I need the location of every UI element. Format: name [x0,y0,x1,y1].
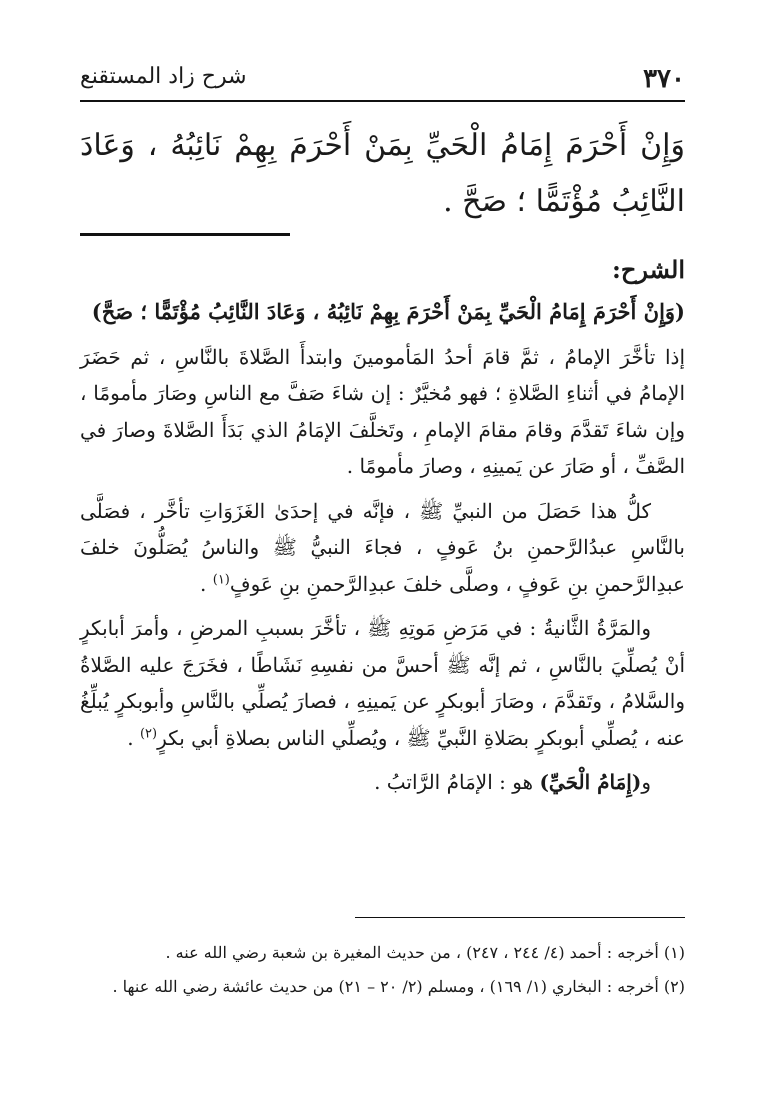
sharh-paragraph-4 [80,764,685,801]
footnote-ref-2[interactable]: (٢) [139,725,158,741]
footnote-2: (٢) أخرجه : البخاري (١/ ١٦٩) ، ومسلم (٢/ ٢٠ – ٢١) من حديث عائشة رضي الله عنها . [112,977,685,996]
paragraph-3-text: والمَرَّةُ الثَّانيةُ : في مَرَضِ مَوتِهِ ﷺ ، تأخَّرَ بسببِ المرضِ ، وأمرَ أبابكرٍ أنْ يُصلِّيَ بالنَّاسِ ، ثم إنَّه ﷺ أحسَّ من نفسِهِ نَشَاطًا ، فخَرَجَ عليه الصَّلاةُ والسَّلامُ ، وتَقدَّمَ ، وصَارَ أبوبكرٍ عن يَمينِهِ ، فصارَ يُصلِّي بالنَّاسِ وأبوبكرٍ يُبلِّغُ عنه ، يُصلِّي أبوبكرٍ بصَلاةِ النَّبيِّ ﷺ ، ويُصلِّي الناس بصلاةِ أبي بكرٍ [80,616,685,750]
paragraph-4-prefix: و [641,770,651,794]
sharh-paragraph-1: إذا تأخَّرَ الإمامُ ، ثمَّ قامَ أحدُ المَأمومينَ وابتدأَ الصَّلاةَ بالنَّاسِ ، ثم حَضَرَ الإمامُ في أثناءِ الصَّلاةِ ؛ فهو مُخيَّرٌ : إن شاءَ صَفَّ مع الناسِ وصَارَ مأمومًا ، وإن شاءَ تَقدَّمَ وقامَ مقامَ الإمامِ ، وتَخلَّفَ الإمَامُ الذي بَدَأَ الصَّلاةَ وصارَ في الصَّفِّ ، أو صَارَ عن يَمينِهِ ، وصارَ مأمومًا . [80,344,685,478]
matn-text [80,118,685,230]
footnotes [80,936,685,1004]
footnote-ref-1[interactable]: (١) [212,571,230,587]
book-title: شرح زاد المستقنع [80,64,247,89]
matn-divider [80,233,290,236]
sharh-heading: الشرح: [612,255,685,284]
sharh-paragraph-3 [80,610,685,756]
page-number: ٣٧٠ [643,64,685,94]
page-header [80,62,685,102]
footnote-1: (١) أخرجه : أحمد (٤/ ٢٤٤ ، ٢٤٧) ، من حديث المغيرة بن شعبة رضي الله عنه . [165,943,685,962]
defined-term: (إِمَامُ الْحَيِّ) [539,770,642,794]
matn-paragraph: وَإِنْ أَحْرَمَ إِمَامُ الْحَيِّ بِمَنْ أَحْرَمَ بِهِمْ نَائِبُهُ ، وَعَادَ النَّائِبُ مُؤْتَمًّا ؛ صَحَّ . [80,128,685,219]
sharh-paragraph-2 [80,493,685,603]
paragraph-3-end: . [127,725,140,750]
sharh-body [80,294,685,809]
paragraph-2-end: . [200,571,213,596]
paragraph-2-text: كلُّ هذا حَصَلَ من النبيِّ ﷺ ، فإنَّه في إحدَىٰ الغَزَوَاتِ تأخَّر ، فصَلَّى بالنَّاسِ عبدُالرَّحمنِ بنُ عَوفٍ ، فجاءَ النبيُّ ﷺ والناسُ يُصَلُّونَ خلفَ عبدِالرَّحمنِ بنِ عَوفٍ ، وصلَّى خلفَ عبدِالرَّحمنِ بنِ عَوفٍ [80,498,685,596]
paragraph-4-text: هو : الإمَامُ الرَّاتبُ . [374,770,540,794]
footnote-rule [355,917,685,918]
sharh-quote: (وَإِنْ أَحْرَمَ إِمَامُ الْحَيِّ بِمَنْ أَحْرَمَ بِهِمْ نَائِبُهُ ، وَعَادَ النَّائِبُ مُؤْتَمًّا ؛ صَحَّ) [91,299,685,324]
